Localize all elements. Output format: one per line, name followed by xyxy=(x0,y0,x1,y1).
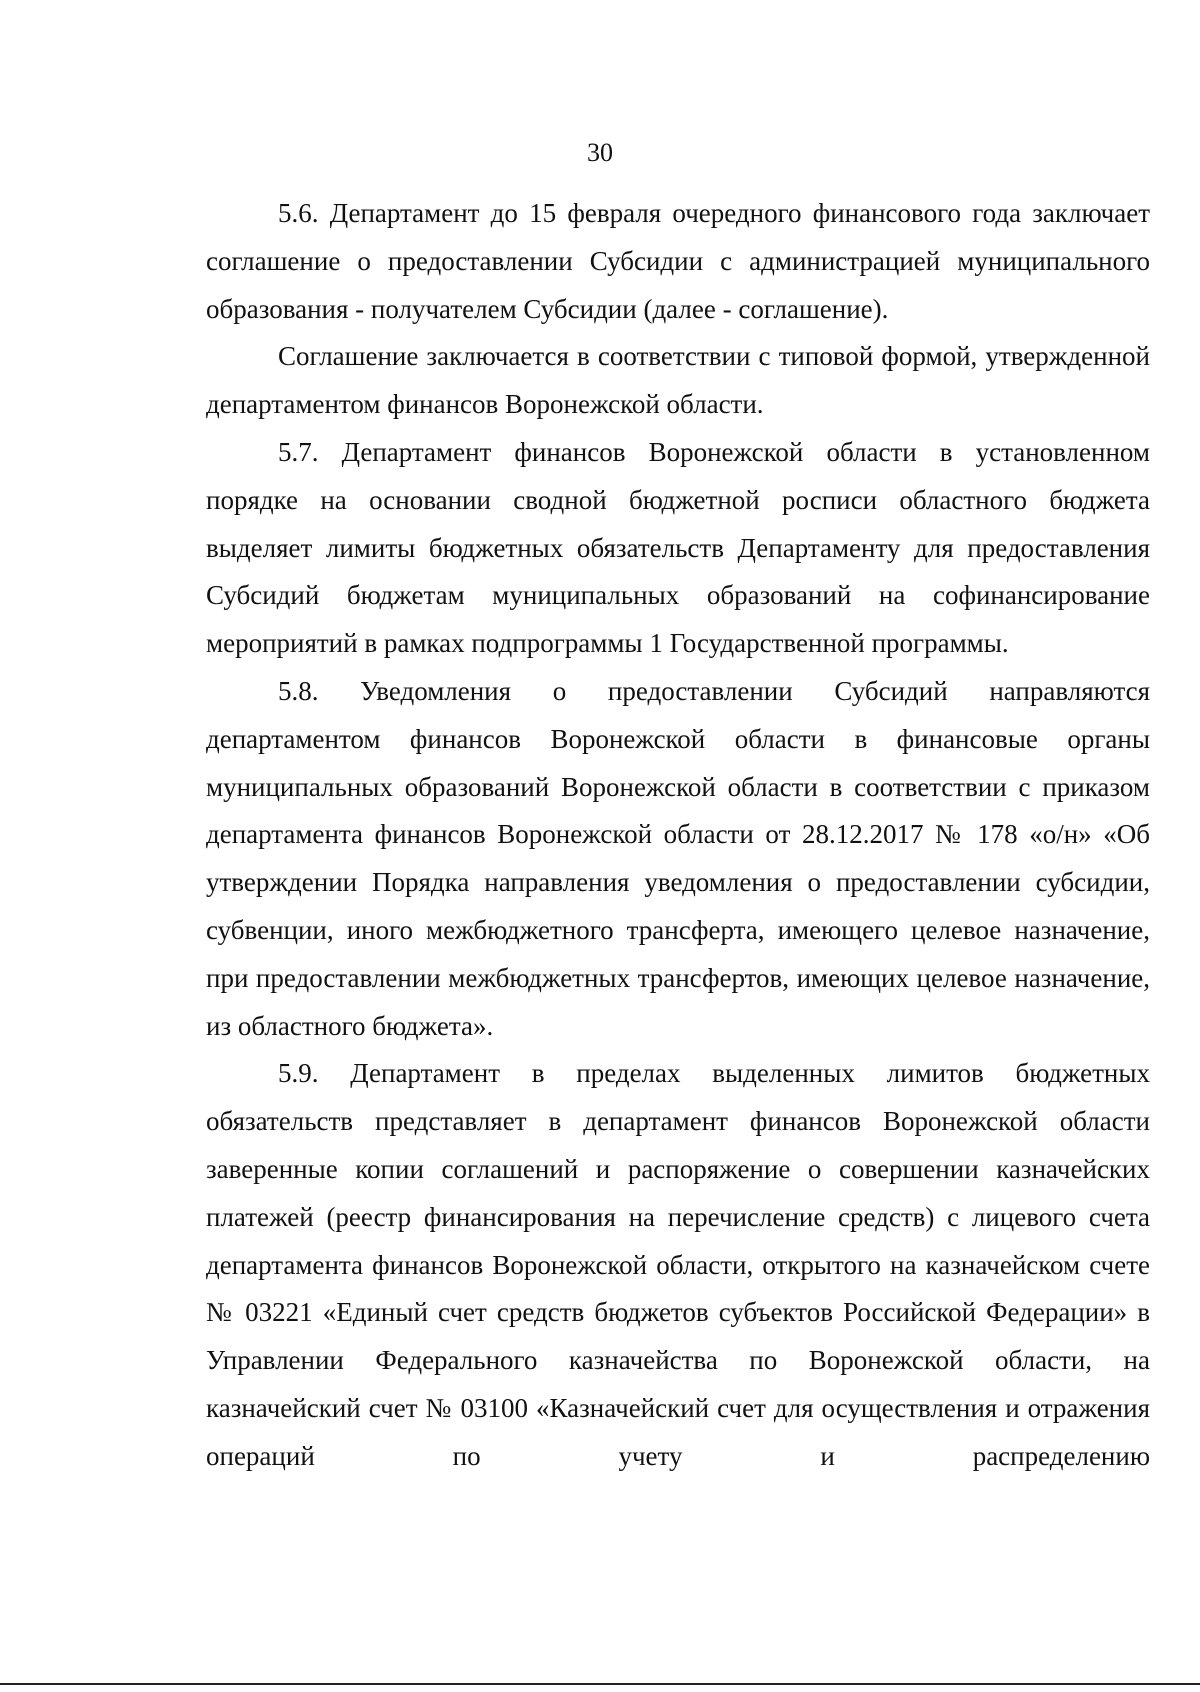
paragraph-agreement-form: Соглашение заключается в соответствии с типовой формой, утвержденной департаментом финансов Воронежской области. xyxy=(206,341,1150,420)
document-body xyxy=(206,190,1150,1481)
paragraph-5-8: 5.8. Уведомления о предоставлении Субсидий направляются департаментом финансов Воронежской области в финансовые органы муниципальных образований Воронежской области в соответствии с приказом департамента финансов Воронежской области от 28.12.2017 № 178 «о/н» «Об утверждении Порядка направления уведомления о предоставлении субсидии, субвенции, иного межбюджетного трансферта, имеющего целевое назначение, при предоставлении межбюджетных трансфертов, имеющих целевое назначение, из областного бюджета». xyxy=(206,675,1150,1041)
paragraph-5-9: 5.9. Департамент в пределах выделенных лимитов бюджетных обязательств представляет в департамент финансов Воронежской области заверенные копии соглашений и распоряжение о совершении казначейских платежей (реестр финансирования на перечисление средств) с лицевого счета департамента финансов Воронежской области, открытого на казначейском счете № 03221 «Единый счет средств бюджетов субъектов Российской Федерации» в Управлении Федерального казначейства по Воронежской области, на казначейский счет № 03100 «Казначейский счет для осуществления и отражения операций по учету и распределению xyxy=(206,1058,1150,1471)
paragraph-5-6: 5.6. Департамент до 15 февраля очередного финансового года заключает соглашение о предоставлении Субсидии с администрацией муниципального образования - получателем Субсидии (далее - соглашение). xyxy=(206,198,1150,324)
paragraph-5-7: 5.7. Департамент финансов Воронежской области в установленном порядке на основании сводной бюджетной росписи областного бюджета выделяет лимиты бюджетных обязательств Департаменту для предоставления Субсидий бюджетам муниципальных образований на софинансирование мероприятий в рамках подпрограммы 1 Государственной программы. xyxy=(206,436,1150,659)
page-number: 30 xyxy=(587,138,613,167)
bottom-scan-line xyxy=(0,1683,1200,1685)
